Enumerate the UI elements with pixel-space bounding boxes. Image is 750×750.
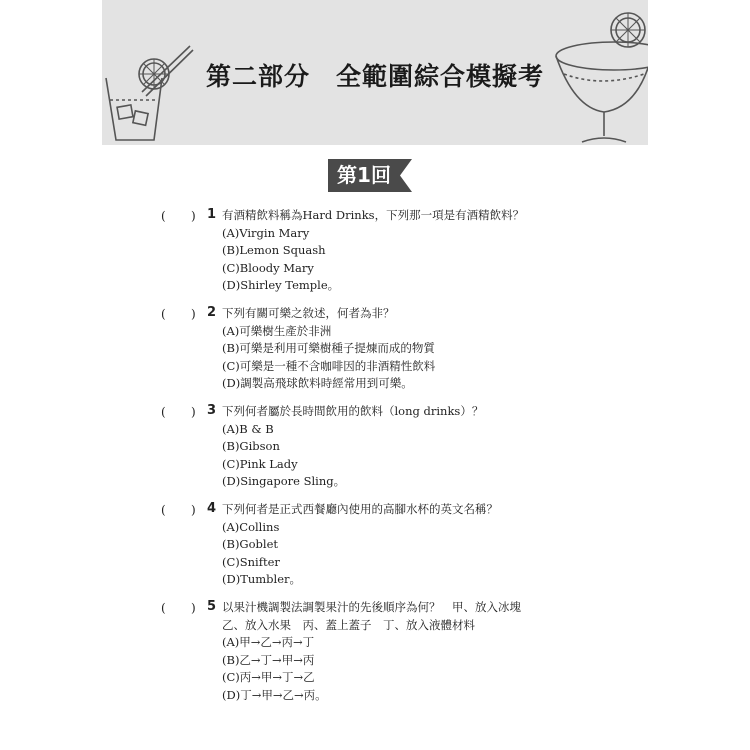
option-d: (D)調製高飛球飲料時經常用到可樂。 xyxy=(222,376,413,390)
round-badge xyxy=(328,159,412,192)
option-b: (B)Lemon Squash xyxy=(222,243,326,257)
question-item xyxy=(102,400,648,498)
question-list xyxy=(102,204,648,706)
answer-blank-close[interactable]: ) xyxy=(191,601,196,615)
answer-blank-open[interactable]: ( xyxy=(161,503,166,517)
answer-blank-close[interactable]: ) xyxy=(191,503,196,517)
question-number: 5 xyxy=(207,599,217,614)
option-c: (C)Snifter xyxy=(222,554,280,569)
option-c: (C)丙→甲→丁→乙 xyxy=(222,670,315,684)
option-a: (A)B & B xyxy=(222,421,274,436)
option-c: (C)Pink Lady xyxy=(222,456,298,471)
option-d: (D)Singapore Sling。 xyxy=(222,474,346,488)
question-item xyxy=(102,204,648,302)
answer-blank-close[interactable]: ) xyxy=(191,405,196,419)
question-text: 下列有關可樂之敘述，何者為非？ xyxy=(222,306,395,320)
option-b: (B)Goblet xyxy=(222,537,279,551)
question-number: 3 xyxy=(207,403,217,418)
round-label: 第1回 xyxy=(337,163,391,187)
question-text-continued: 乙、放入水果 丙、蓋上蓋子 丁、放入液體材料 xyxy=(222,617,475,632)
option-c: (C)可樂是一種不含咖啡因的非酒精性飲料 xyxy=(222,358,436,373)
question-item xyxy=(102,302,648,400)
option-a: (A)Collins xyxy=(222,519,280,534)
page-title: 第二部分 全範圍綜合模擬考 xyxy=(205,62,544,91)
question-number: 2 xyxy=(207,305,217,320)
answer-blank-open[interactable]: ( xyxy=(161,405,166,419)
question-item xyxy=(102,498,648,596)
option-d: (D)丁→甲→乙→丙。 xyxy=(222,687,327,702)
question-text: 以果汁機調製法調製果汁的先後順序為何？ 甲、放入冰塊 xyxy=(222,600,521,614)
answer-blank-close[interactable]: ) xyxy=(191,307,196,321)
option-c: (C)Bloody Mary xyxy=(222,260,314,275)
answer-blank-open[interactable]: ( xyxy=(161,307,166,321)
exam-page xyxy=(102,0,648,750)
option-b: (B)乙→丁→甲→丙 xyxy=(222,652,315,667)
option-a: (A)Virgin Mary xyxy=(222,225,310,240)
option-b: (B)可樂是利用可樂樹種子提煉而成的物質 xyxy=(222,341,435,355)
question-number: 1 xyxy=(207,207,217,222)
question-text: 下列何者是正式西餐廳內使用的高腳水杯的英文名稱？ xyxy=(222,502,498,516)
question-number: 4 xyxy=(207,501,217,516)
header-banner xyxy=(102,0,648,145)
option-d: (D)Tumbler。 xyxy=(222,572,302,586)
question-text: 有酒精飲料稱為Hard Drinks，下列那一項是有酒精飲料？ xyxy=(222,208,525,222)
answer-blank-close[interactable]: ) xyxy=(191,209,196,223)
option-a: (A)甲→乙→丙→丁 xyxy=(222,635,315,649)
option-b: (B)Gibson xyxy=(222,439,280,453)
answer-blank-open[interactable]: ( xyxy=(161,209,166,223)
question-text: 下列何者屬於長時間飲用的飲料（long drinks）？ xyxy=(222,404,484,418)
answer-blank-open[interactable]: ( xyxy=(161,601,166,615)
option-a: (A)可樂樹生產於非洲 xyxy=(222,323,332,338)
question-item xyxy=(102,596,648,706)
option-d: (D)Shirley Temple。 xyxy=(222,278,340,292)
